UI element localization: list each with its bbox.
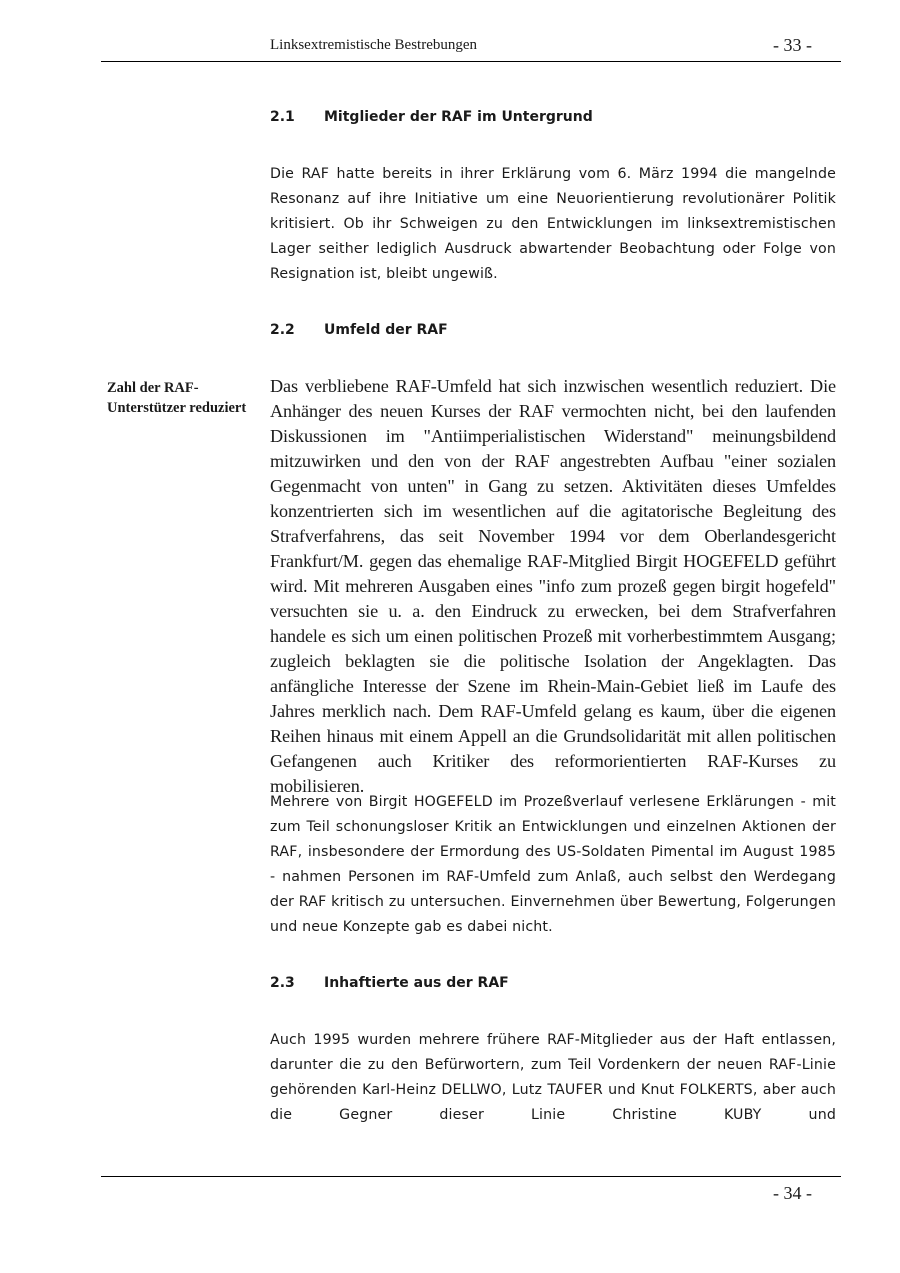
margin-note: Zahl der RAF-Unterstützer reduziert: [107, 380, 247, 416]
section-title: Mitglieder der RAF im Untergrund: [324, 109, 593, 125]
paragraph-hogefeld-statements: Mehrere von Birgit HOGEFELD im Prozeßverlauf verlesene Erklärungen - mit zum Teil schonungsloser Kritik an Entwicklungen und einzelnen Aktionen der RAF, insbesondere der Ermordung des US-Soldaten Pimental im August 1985 - nahmen Personen im RAF-Umfeld zum Anlaß, auch selbst den Werdegang der RAF kritisch zu untersuchen. Einvernehmen über Bewertung, Folgerungen und neue Konzepte gab es dabei nicht.: [270, 794, 836, 935]
running-header-title: Linksextremistische Bestrebungen: [270, 37, 478, 53]
section-heading-2-3: [270, 975, 509, 991]
paragraph-raf-resonance: Die RAF hatte bereits in ihrer Erklärung vom 6. März 1994 die mangelnde Resonanz auf ihre Initiative um eine Neuorientierung revolutionärer Politik kritisiert. Ob ihr Schweigen zu den Entwicklungen im linksextremistischen Lager seither lediglich Ausdruck abwartender Beobachtung oder Folge von Resignation ist, bleibt ungewiß.: [270, 166, 836, 282]
header-page-number: - 33 -: [773, 35, 812, 55]
paragraph-inhaftierte: Auch 1995 wurden mehrere frühere RAF-Mitglieder aus der Haft entlassen, darunter die zu den Befürwortern, zum Teil Vordenkern der neuen RAF-Linie gehörenden Karl-Heinz DELLWO, Lutz TAUFER und Knut FOLKERTS, aber auch die Gegner dieser Linie Christine KUBY und: [270, 1032, 836, 1123]
section-number: 2.3: [270, 975, 295, 991]
section-heading-2-1: [270, 109, 593, 125]
section-heading-2-2: [270, 322, 448, 338]
footer-rule: [101, 1176, 841, 1177]
section-title: Umfeld der RAF: [324, 322, 448, 338]
paragraph-raf-umfeld: Das verbliebene RAF-Umfeld hat sich inzwischen wesentlich reduziert. Die Anhänger des neuen Kurses der RAF vermochten nicht, bei den laufenden Diskussionen im "Antiimperialistischen Widerstand" meinungsbildend mitzuwirken und den von der RAF angestrebten Aufbau "einer sozialen Gegenmacht von unten" in Gang zu setzen. Aktivitäten dieses Umfeldes konzentrierten sich im wesentlichen auf die agitatorische Begleitung des Strafverfahrens, das seit November 1994 vor dem Oberlandesgericht Frankfurt/M. gegen das ehemalige RAF-Mitglied Birgit HOGEFELD geführt wird. Mit mehreren Ausgaben eines "info zum prozeß gegen birgit hogefeld" versuchten sie u. a. den Eindruck zu erwecken, bei dem Strafverfahren handele es sich um einen politischen Prozeß mit vorherbestimmtem Ausgang; zugleich beklagten sie die politische Isolation der Angeklagten. Das anfängliche Interesse der Szene im Rhein-Main-Gebiet ließ im Laufe des Jahres merklich nach. Dem RAF-Umfeld gelang es kaum, über die eigenen Reihen hinaus mit einem Appell an die Grundsolidarität mit allen politischen Gefangenen auch Kritiker des reformorientierten RAF-Kurses zu mobilisieren.: [270, 376, 836, 796]
section-title: Inhaftierte aus der RAF: [324, 975, 509, 991]
footer-page-number: - 34 -: [773, 1183, 812, 1203]
header-rule: [101, 61, 841, 62]
section-number: 2.2: [270, 322, 295, 338]
section-number: 2.1: [270, 109, 295, 125]
